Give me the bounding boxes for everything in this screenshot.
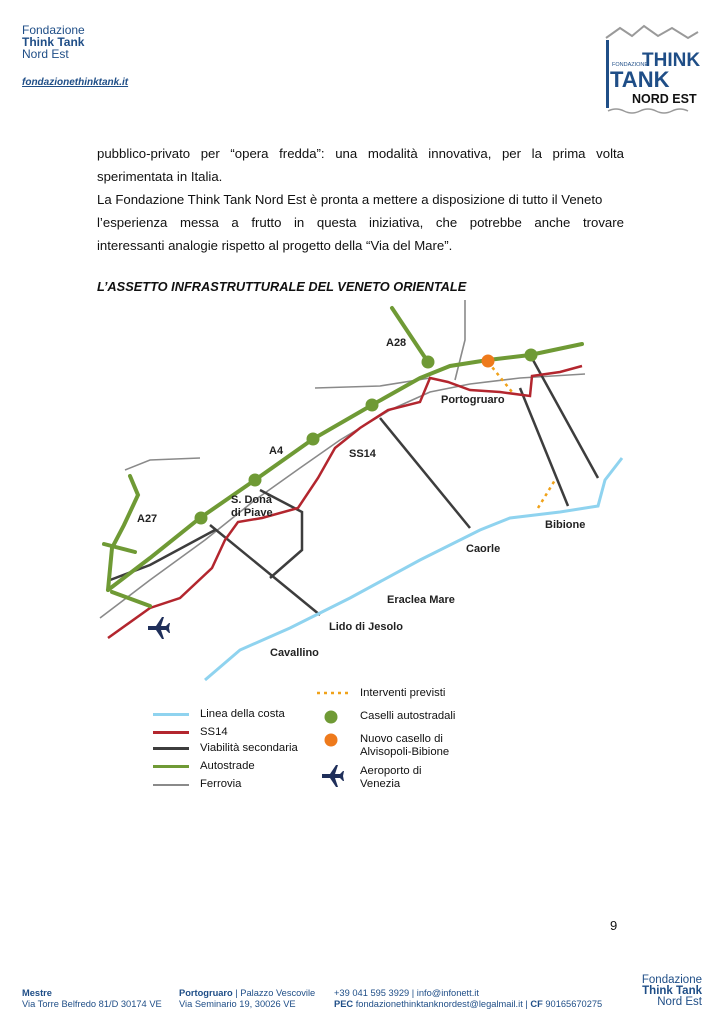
planned-2 [538, 480, 555, 508]
footer-logo-line-1: Fondazione [641, 974, 702, 986]
legend-swatch-new-toll [323, 732, 339, 748]
label-eraclea: Eraclea Mare [387, 594, 455, 606]
body-line-5: interessanti analogie rispetto al progetto della “Via del Mare”. [97, 238, 453, 253]
website-link[interactable]: fondazionethinktank.it [22, 77, 129, 88]
legend-swatch-ss14 [153, 731, 189, 734]
body-line-2: sperimentata in Italia. [97, 169, 223, 184]
label-sdona-1: S. Donà [231, 494, 272, 506]
label-bibione: Bibione [545, 519, 586, 531]
footer-logo-line-3: Nord Est [657, 996, 702, 1008]
highway-a27-spur [104, 544, 135, 552]
road-cross [110, 530, 215, 580]
label-caorle: Caorle [466, 543, 501, 555]
legend-new-toll-2: Alvisopoli-Bibione [360, 746, 450, 758]
logo-tank: TANK [610, 67, 670, 92]
toll-a27 [195, 512, 208, 525]
legend-airport-icon [320, 764, 344, 788]
footer-logo-line-2: Think Tank [642, 985, 702, 997]
rail-west [125, 458, 200, 470]
logo-small-text: FONDAZIONE [612, 62, 649, 68]
footer-pec-value[interactable]: fondazionethinktanknordest@legalmail.it | [353, 999, 531, 1009]
legend-rail: Ferrovia [200, 778, 242, 790]
footer-cf-label: CF [530, 999, 543, 1009]
highway-a28 [392, 308, 428, 362]
legend-swatch-secondary [153, 747, 189, 750]
legend-swatch-planned [315, 688, 351, 698]
footer-logo [632, 975, 702, 1008]
footer-address-mestre: Via Torre Belfredo 81/D 30174 VE [22, 999, 162, 1009]
planned-1 [488, 362, 512, 392]
legend-coast: Linea della costa [200, 708, 285, 720]
toll-east [525, 349, 538, 362]
label-ss14: SS14 [349, 448, 376, 460]
rail-main [100, 374, 585, 618]
legend-planned: Interventi previsti [360, 687, 446, 699]
footer-contacts [334, 988, 602, 1010]
brand-wordmark [22, 24, 162, 60]
logo-nord-est: NORD EST [632, 92, 697, 106]
toll-sdona [249, 474, 262, 487]
label-sdona-2: di Piave [231, 507, 273, 519]
new-toll-alvisopoli [482, 355, 495, 368]
legend-airport-2: Venezia [360, 778, 401, 790]
toll-a28 [422, 356, 435, 369]
infrastructure-map [95, 298, 635, 688]
label-a28: A28 [386, 337, 407, 349]
logo-think: THINK [642, 50, 701, 71]
label-portogruaro: Portogruaro [441, 394, 505, 406]
label-cavallino: Cavallino [270, 647, 319, 659]
body-line-3: La Fondazione Think Tank Nord Est è pronta a mettere a disposizione di tutto il Veneto [97, 192, 603, 207]
brand-line-fondazione: Fondazione [22, 23, 85, 37]
legend-swatch-coast [153, 713, 189, 716]
legend-airport-1: Aeroporto di [360, 765, 422, 777]
legend-ss14: SS14 [200, 726, 228, 738]
footer-mestre [22, 988, 162, 1010]
footer-address-portogruaro: Via Seminario 19, 30026 VE [179, 999, 296, 1009]
road-caorle [380, 418, 470, 528]
think-tank-logo [598, 24, 702, 114]
rail-branch-north [455, 300, 465, 380]
legend-swatch-highways [153, 765, 189, 768]
legend-swatch-rail [153, 784, 189, 786]
footer-pec-label: PEC [334, 999, 354, 1009]
rail-network [100, 300, 585, 618]
toll-portogruaro [366, 399, 379, 412]
brand-line-think-tank: Think Tank [22, 35, 85, 49]
legend-secondary: Viabilità secondaria [200, 742, 298, 754]
airport-icon [148, 617, 170, 639]
footer-cf-value: 90165670275 [542, 999, 603, 1009]
footer-city-portogruaro: Portogruaro [179, 988, 233, 998]
footer-portogruaro [179, 988, 315, 1010]
toll-a4-mid [307, 433, 320, 446]
legend-highways: Autostrade [200, 760, 255, 772]
road-bibione-2 [533, 360, 598, 478]
footer-palazzo: | Palazzo Vescovile [232, 988, 316, 998]
secondary-roads [110, 360, 598, 615]
body-line-4: l’esperienza messa a frutto in questa iniziativa, che potrebbe anche trovare [97, 215, 624, 230]
label-a4: A4 [269, 445, 284, 457]
ss14-road [108, 366, 582, 638]
footer-city-mestre: Mestre [22, 988, 52, 998]
legend-tolls: Caselli autostradali [360, 710, 456, 722]
label-a27: A27 [137, 513, 158, 525]
legend-swatch-tolls [323, 709, 339, 725]
body-line-1: pubblico-privato per “opera fredda”: una modalità innovativa, per la prima volta [97, 146, 624, 161]
legend-new-toll-1: Nuovo casello di [360, 733, 443, 745]
section-title: L’ASSETTO INFRASTRUTTURALE DEL VENETO ORIENTALE [97, 279, 467, 294]
highway-a4 [108, 344, 582, 590]
brand-line-nord-est: Nord Est [22, 47, 69, 61]
road-bibione-1 [520, 388, 568, 506]
page-number: 9 [610, 918, 618, 933]
label-lido-di-jesolo: Lido di Jesolo [329, 621, 403, 633]
footer-phone-email[interactable]: +39 041 595 3929 | info@infonett.it [334, 988, 479, 998]
